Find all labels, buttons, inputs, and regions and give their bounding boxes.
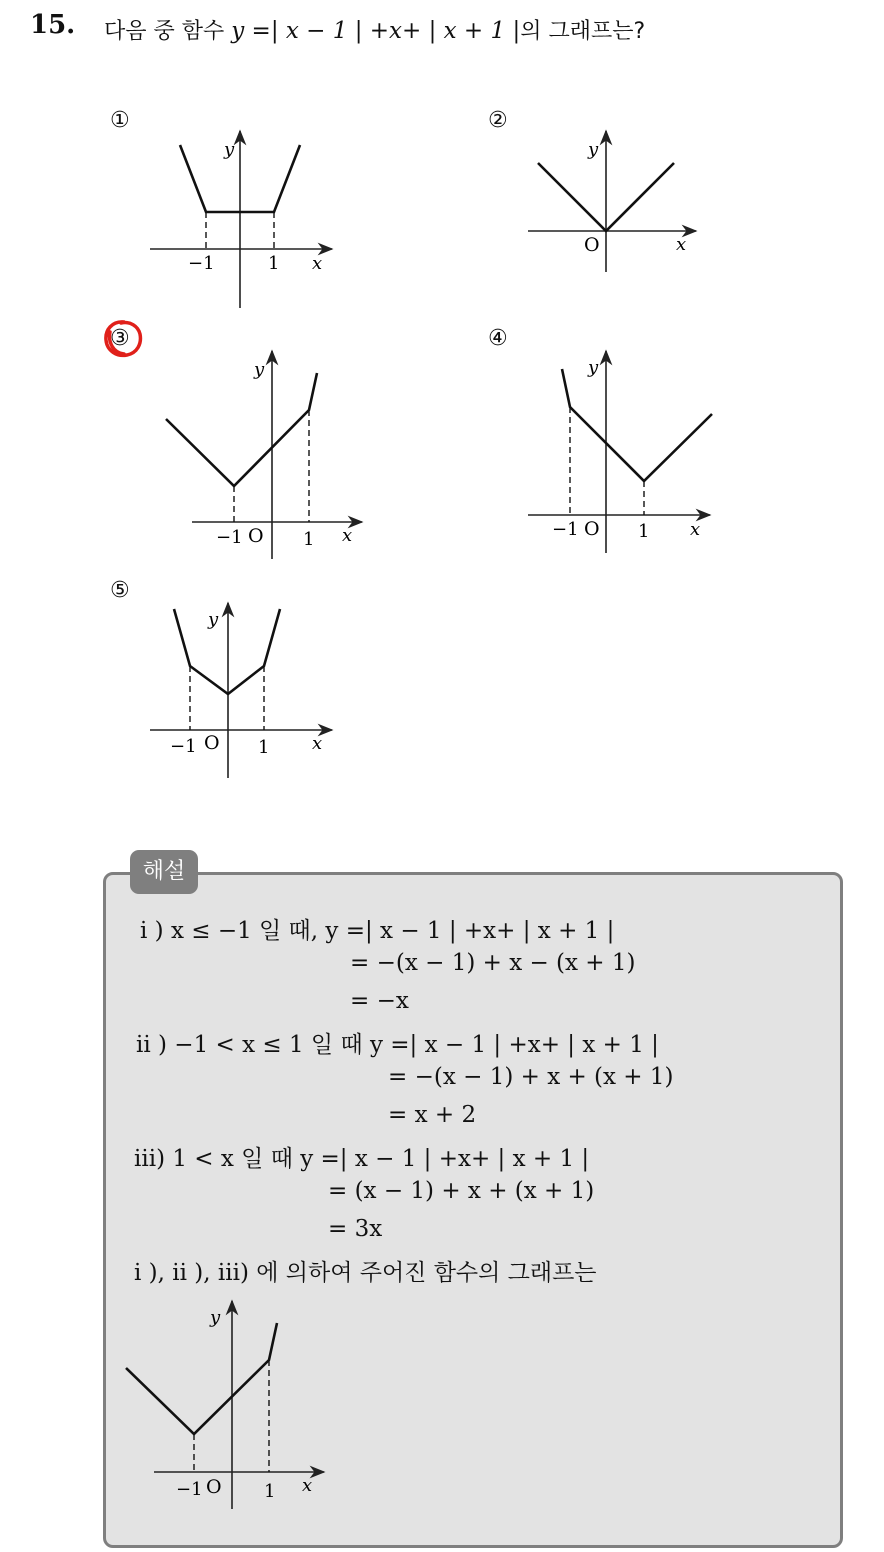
tick-neg-one: −1	[216, 527, 243, 548]
question-text-before: 다음 중 함수	[104, 19, 232, 44]
choice-5-label[interactable]: ⑤	[110, 578, 130, 603]
question-text	[104, 14, 645, 45]
question-number: 15.	[30, 10, 76, 40]
question-formula: y =| x − 1 | +x+ | x + 1 |	[231, 18, 521, 44]
tick-one: 1	[264, 1481, 276, 1502]
origin-label: O	[206, 1476, 222, 1498]
origin-label: O	[204, 732, 220, 754]
solution-line-10: i ), ii ), iii) 에 의하여 주어진 함수의 그래프는	[134, 1260, 597, 1286]
x-axis-label: x	[312, 253, 323, 274]
graph-choice-4	[520, 345, 725, 555]
x-axis-label: x	[690, 519, 701, 540]
tick-neg-one: −1	[170, 736, 197, 757]
y-axis-label: y	[588, 139, 599, 160]
choice-2-label[interactable]: ②	[488, 108, 508, 133]
solution-line-6: = x + 2	[388, 1102, 477, 1128]
solution-line-8: = (x − 1) + x + (x + 1)	[328, 1178, 595, 1204]
y-axis-label: y	[210, 1307, 221, 1328]
graph-choice-2	[520, 125, 710, 275]
solution-line-3: = −x	[350, 988, 409, 1014]
y-axis-label: y	[224, 139, 235, 160]
solution-graph	[120, 1295, 330, 1510]
tick-one: 1	[303, 529, 315, 550]
solution-line-5: = −(x − 1) + x + (x + 1)	[388, 1064, 674, 1090]
question-text-after: 의 그래프는?	[520, 19, 646, 44]
choice-3-label[interactable]: ③	[110, 326, 130, 351]
origin-label: O	[584, 518, 600, 540]
choice-1-label[interactable]: ①	[110, 108, 130, 133]
origin-label: O	[248, 525, 264, 547]
graph-choice-3	[160, 345, 370, 560]
tick-one: 1	[268, 253, 280, 274]
graph-choice-1	[140, 125, 340, 310]
graph-choice-5	[140, 597, 345, 782]
solution-line-2: = −(x − 1) + x − (x + 1)	[350, 950, 636, 976]
selected-answer-mark	[102, 318, 144, 360]
tick-one: 1	[258, 737, 270, 758]
solution-line-4: ii ) −1 < x ≤ 1 일 때 y =| x − 1 | +x+ | x + 1 |	[136, 1032, 659, 1058]
x-axis-label: x	[302, 1475, 313, 1496]
y-axis-label: y	[588, 357, 599, 378]
solution-line-7: iii) 1 < x 일 때 y =| x − 1 | +x+ | x + 1 |	[134, 1146, 590, 1172]
solution-line-9: = 3x	[328, 1216, 383, 1242]
origin-label: O	[584, 234, 600, 256]
tick-neg-one: −1	[552, 519, 579, 540]
x-axis-label: x	[312, 733, 323, 754]
tick-neg-one: −1	[188, 253, 215, 274]
y-axis-label: y	[208, 609, 219, 630]
choice-4-label[interactable]: ④	[488, 326, 508, 351]
x-axis-label: x	[342, 525, 353, 546]
solution-tag: 해설	[130, 850, 198, 894]
x-axis-label: x	[676, 234, 687, 255]
y-axis-label: y	[254, 359, 265, 380]
solution-line-1: i ) x ≤ −1 일 때, y =| x − 1 | +x+ | x + 1 |	[140, 918, 615, 944]
tick-one: 1	[638, 521, 650, 542]
tick-neg-one: −1	[176, 1479, 203, 1500]
